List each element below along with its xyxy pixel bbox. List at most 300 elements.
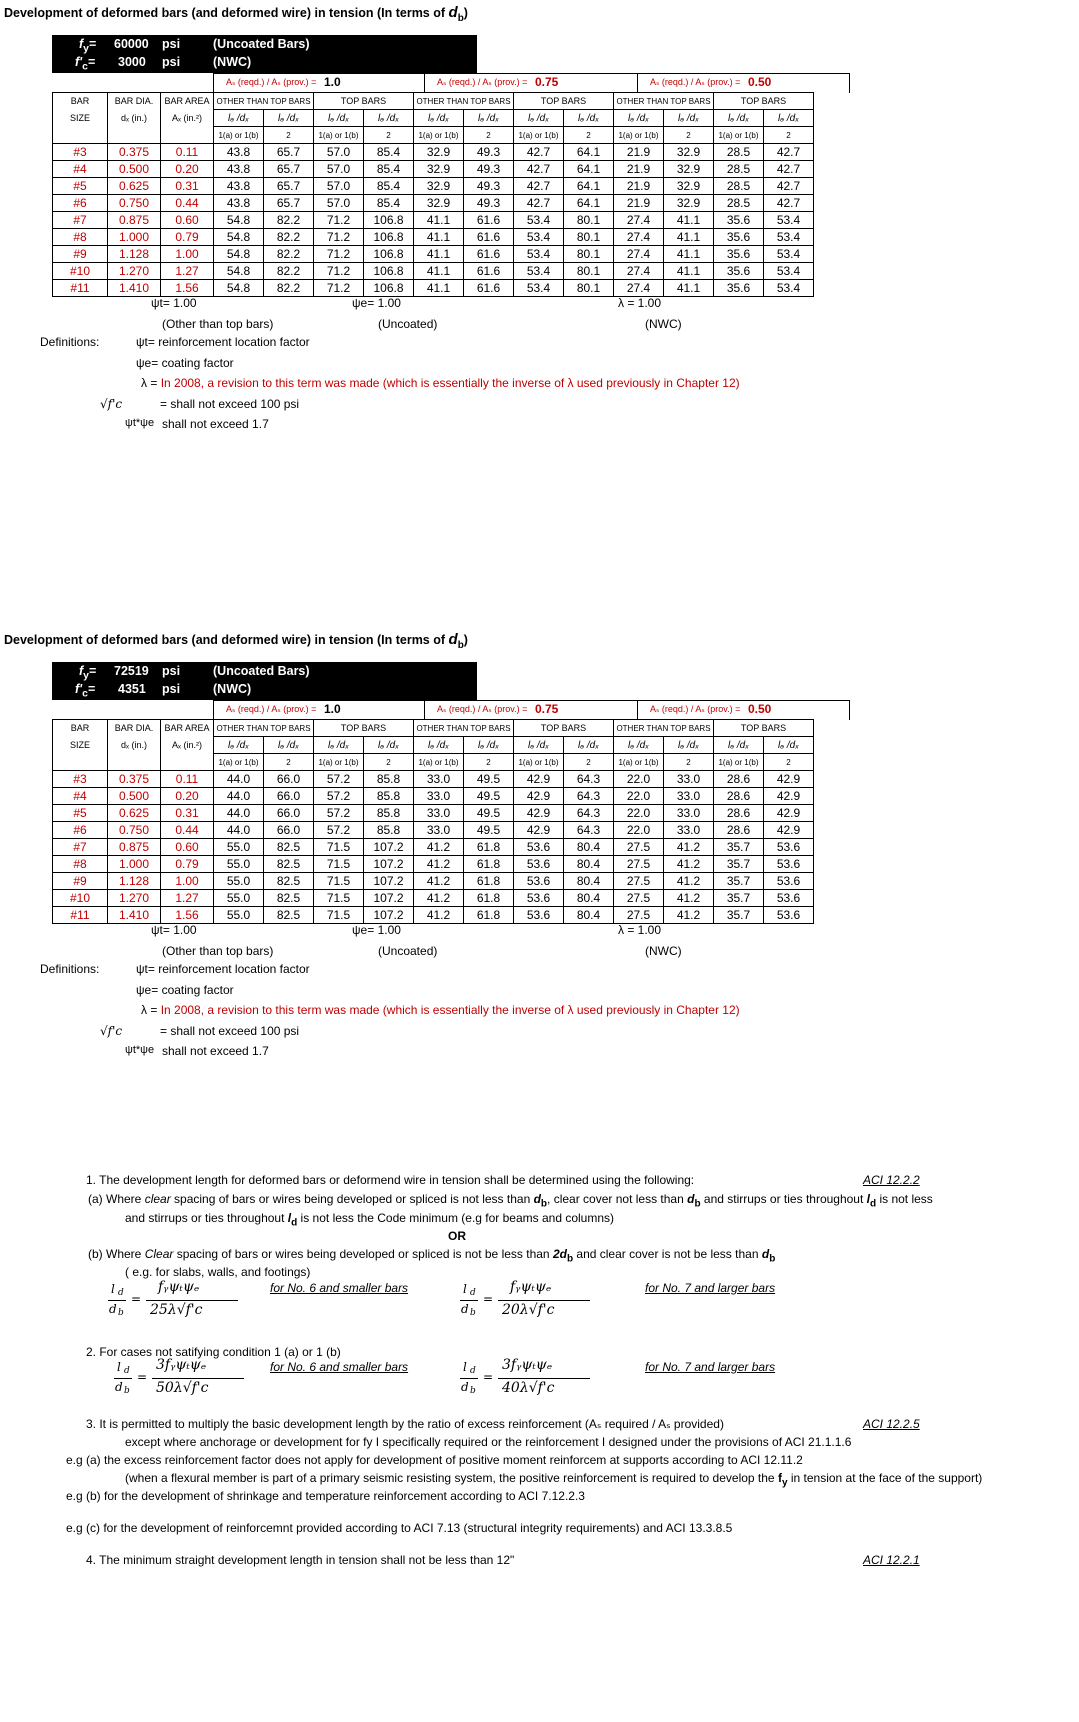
table-cell: 33.0 bbox=[414, 788, 464, 805]
ratio-header-2: Aₛ (reqd.) / Aₛ (prov.) = 0.75 bbox=[424, 73, 638, 93]
table-cell: 55.0 bbox=[214, 890, 264, 907]
note-1: 1. The development length for deformed bars or deformend wire in tension shall be determined using the following: bbox=[86, 1173, 695, 1187]
table-row bbox=[53, 246, 814, 263]
table-cell: 61.6 bbox=[464, 280, 514, 297]
table-cell: 42.7 bbox=[764, 161, 814, 178]
table-cell: 41.1 bbox=[664, 263, 714, 280]
table-cell: 57.0 bbox=[314, 178, 364, 195]
bar-size-cell: #5 bbox=[53, 805, 108, 822]
coating-label: (Uncoated Bars) bbox=[213, 37, 310, 51]
table-cell: 22.0 bbox=[614, 771, 664, 788]
table-cell: 33.0 bbox=[664, 788, 714, 805]
table-cell: 35.7 bbox=[714, 839, 764, 856]
table-cell: 0.500 bbox=[108, 788, 161, 805]
table-cell: 85.8 bbox=[364, 788, 414, 805]
table-row bbox=[53, 839, 814, 856]
note-1-ref: ACI 12.2.2 bbox=[863, 1173, 920, 1187]
table-row bbox=[53, 144, 814, 161]
table-cell: 41.2 bbox=[664, 856, 714, 873]
table-cell: 0.79 bbox=[161, 229, 214, 246]
table-cell: 49.3 bbox=[464, 144, 514, 161]
table-cell: 32.9 bbox=[664, 144, 714, 161]
table-cell: 44.0 bbox=[214, 788, 264, 805]
fc-unit: psi bbox=[162, 55, 181, 69]
table-cell: 28.6 bbox=[714, 771, 764, 788]
definitions-label: Definitions: bbox=[40, 335, 100, 349]
table-cell: 41.1 bbox=[664, 280, 714, 297]
concrete-weight-label: (NWC) bbox=[213, 682, 252, 696]
table-cell: 35.6 bbox=[714, 229, 764, 246]
table-cell: 1.128 bbox=[108, 246, 161, 263]
table-cell: 61.6 bbox=[464, 246, 514, 263]
table-cell: 41.2 bbox=[664, 873, 714, 890]
bar-size-cell: #5 bbox=[53, 178, 108, 195]
table-cell: 85.4 bbox=[364, 144, 414, 161]
table-cell: 42.9 bbox=[764, 805, 814, 822]
table-cell: 65.7 bbox=[264, 195, 314, 212]
table-cell: 27.5 bbox=[614, 839, 664, 856]
bar-size-cell: #9 bbox=[53, 246, 108, 263]
table-cell: 0.44 bbox=[161, 195, 214, 212]
table-cell: 41.1 bbox=[414, 246, 464, 263]
table-cell: 41.1 bbox=[414, 229, 464, 246]
lambda-note: (NWC) bbox=[645, 944, 682, 958]
table-cell: 43.8 bbox=[214, 161, 264, 178]
ratio-header-3: Aₛ (reqd.) / Aₛ (prov.) = 0.50 bbox=[637, 700, 850, 720]
bar-size-cell: #7 bbox=[53, 212, 108, 229]
table-cell: 53.6 bbox=[514, 856, 564, 873]
table-cell: 57.2 bbox=[314, 822, 364, 839]
definition-lambda: λ = In 2008, a revision to this term was made (which is essentially the inverse of λ used previously in Chapter 12) bbox=[141, 376, 740, 390]
table-cell: 80.4 bbox=[564, 856, 614, 873]
table-cell: 1.128 bbox=[108, 873, 161, 890]
table-cell: 61.6 bbox=[464, 263, 514, 280]
table-cell: 61.8 bbox=[464, 890, 514, 907]
table-cell: 82.2 bbox=[264, 263, 314, 280]
table-cell: 49.5 bbox=[464, 771, 514, 788]
table-cell: 65.7 bbox=[264, 178, 314, 195]
definition-psi-product: shall not exceed 1.7 bbox=[162, 1044, 269, 1058]
table-cell: 82.5 bbox=[264, 907, 314, 924]
bar-size-cell: #6 bbox=[53, 822, 108, 839]
development-length-table bbox=[52, 92, 814, 297]
table-header-row: BAR BAR DIA. BAR AREA OTHER THAN TOP BARS TOP BARS OTHER THAN TOP BARS TOP BARS OTHER THAN TOP BARS TOP BARS bbox=[53, 93, 814, 110]
table-cell: 41.2 bbox=[414, 890, 464, 907]
table-cell: 71.2 bbox=[314, 280, 364, 297]
table-cell: 0.20 bbox=[161, 788, 214, 805]
note-4: 4. The minimum straight development length in tension shall not be less than 12" bbox=[86, 1553, 515, 1567]
table-cell: 57.0 bbox=[314, 195, 364, 212]
table-row bbox=[53, 229, 814, 246]
table-cell: 85.8 bbox=[364, 805, 414, 822]
definition-psi-t: ψt= reinforcement location factor bbox=[136, 335, 310, 349]
note-ea: e.g (a) the excess reinforcement factor does not apply for development of positive moment reinforcem at supports according to ACI 12.11.2 bbox=[66, 1453, 803, 1467]
table-cell: 53.4 bbox=[514, 229, 564, 246]
table-cell: 64.3 bbox=[564, 822, 614, 839]
table-cell: 33.0 bbox=[664, 771, 714, 788]
table-cell: 80.1 bbox=[564, 280, 614, 297]
table-cell: 27.4 bbox=[614, 212, 664, 229]
parameters-block bbox=[52, 662, 477, 700]
table-cell: 42.9 bbox=[764, 822, 814, 839]
table-cell: 61.8 bbox=[464, 907, 514, 924]
table-cell: 49.5 bbox=[464, 788, 514, 805]
table-cell: 41.1 bbox=[664, 246, 714, 263]
table-cell: 42.9 bbox=[764, 788, 814, 805]
fc-label: $f'_c=$ bbox=[75, 55, 96, 73]
definition-psi-t: ψt= reinforcement location factor bbox=[136, 962, 310, 976]
table-cell: 35.7 bbox=[714, 873, 764, 890]
table-cell: 1.410 bbox=[108, 907, 161, 924]
table-cell: 0.11 bbox=[161, 771, 214, 788]
table-cell: 33.0 bbox=[664, 805, 714, 822]
table-cell: 80.1 bbox=[564, 246, 614, 263]
definition-lambda: λ = In 2008, a revision to this term was made (which is essentially the inverse of λ used previously in Chapter 12) bbox=[141, 1003, 740, 1017]
table-cell: 0.375 bbox=[108, 771, 161, 788]
fy-value: 72519 bbox=[114, 664, 149, 678]
table-row bbox=[53, 907, 814, 924]
table-cell: 0.625 bbox=[108, 805, 161, 822]
table-cell: 53.4 bbox=[514, 263, 564, 280]
lambda-note: (NWC) bbox=[645, 317, 682, 331]
table-cell: 42.9 bbox=[514, 805, 564, 822]
table-cell: 35.6 bbox=[714, 263, 764, 280]
table-cell: 27.4 bbox=[614, 263, 664, 280]
table-row bbox=[53, 178, 814, 195]
table-cell: 49.3 bbox=[464, 161, 514, 178]
formula-2: l d d b = fᵧψₜψₑ 20λ√f'c bbox=[460, 1282, 590, 1322]
table-cell: 71.2 bbox=[314, 212, 364, 229]
psi-t-note: (Other than top bars) bbox=[162, 317, 274, 331]
label-small-bars-2: for No. 6 and smaller bars bbox=[270, 1360, 409, 1374]
bar-size-cell: #7 bbox=[53, 839, 108, 856]
note-ea-line2: (when a flexural member is part of a primary seismic resisting system, the positive reinforcement is required to develop the $f_y$ in tension at the face of the support) bbox=[125, 1471, 983, 1489]
table-cell: 53.6 bbox=[764, 839, 814, 856]
table-cell: 53.6 bbox=[514, 890, 564, 907]
table-cell: 35.6 bbox=[714, 280, 764, 297]
fy-label: $f_y=$ bbox=[79, 664, 97, 682]
table-cell: 107.2 bbox=[364, 873, 414, 890]
table-cell: 61.6 bbox=[464, 212, 514, 229]
bar-size-cell: #11 bbox=[53, 907, 108, 924]
table-cell: 41.2 bbox=[664, 839, 714, 856]
table-cell: 57.2 bbox=[314, 805, 364, 822]
table-cell: 43.8 bbox=[214, 195, 264, 212]
table-cell: 44.0 bbox=[214, 805, 264, 822]
table-cell: 49.5 bbox=[464, 805, 514, 822]
table-cell: 28.6 bbox=[714, 788, 764, 805]
table-cell: 53.4 bbox=[764, 212, 814, 229]
table-cell: 53.4 bbox=[764, 229, 814, 246]
table-cell: 107.2 bbox=[364, 856, 414, 873]
table-cell: 53.6 bbox=[514, 873, 564, 890]
table-cell: 85.4 bbox=[364, 161, 414, 178]
table-row bbox=[53, 856, 814, 873]
table-cell: 1.000 bbox=[108, 229, 161, 246]
table-cell: 32.9 bbox=[664, 161, 714, 178]
table-cell: 33.0 bbox=[414, 822, 464, 839]
table-cell: 71.2 bbox=[314, 263, 364, 280]
table-cell: 27.5 bbox=[614, 907, 664, 924]
table-cell: 107.2 bbox=[364, 839, 414, 856]
table-cell: 1.56 bbox=[161, 907, 214, 924]
label-large-bars-2: for No. 7 and larger bars bbox=[645, 1360, 776, 1374]
table-cell: 61.8 bbox=[464, 856, 514, 873]
table-cell: 106.8 bbox=[364, 263, 414, 280]
note-3-ref: ACI 12.2.5 bbox=[863, 1417, 920, 1431]
bar-size-cell: #4 bbox=[53, 788, 108, 805]
table-cell: 42.7 bbox=[764, 178, 814, 195]
table-cell: 80.1 bbox=[564, 212, 614, 229]
label-large-bars-1: for No. 7 and larger bars bbox=[645, 1281, 776, 1295]
table-cell: 35.7 bbox=[714, 907, 764, 924]
table-cell: 82.5 bbox=[264, 890, 314, 907]
psi-e-value: ψe= 1.00 bbox=[352, 923, 401, 937]
table-cell: 82.5 bbox=[264, 856, 314, 873]
table-cell: 57.0 bbox=[314, 144, 364, 161]
formula-1: l d d b = fᵧψₜψₑ 25λ√f'c bbox=[108, 1282, 238, 1322]
table-cell: 53.6 bbox=[514, 839, 564, 856]
fy-unit: psi bbox=[162, 37, 181, 51]
table-cell: 61.6 bbox=[464, 229, 514, 246]
table-cell: 1.270 bbox=[108, 263, 161, 280]
ratio-header-1: Aₛ (reqd.) / Aₛ (prov.) = 1.0 bbox=[213, 73, 425, 93]
table-cell: 106.8 bbox=[364, 246, 414, 263]
table-cell: 82.2 bbox=[264, 229, 314, 246]
table-cell: 106.8 bbox=[364, 280, 414, 297]
table-cell: 21.9 bbox=[614, 195, 664, 212]
psi-e-value: ψe= 1.00 bbox=[352, 296, 401, 310]
note-1a-line2: and stirrups or ties throughout $l_d$ is not less the Code minimum (e.g for beams and columns) bbox=[125, 1211, 615, 1229]
note-1b: (b) Where Clear spacing of bars or wires being developed or spliced is not be less than $2d_b$ and clear cover is not be less than $d_b$ bbox=[88, 1247, 776, 1265]
table-cell: 1.410 bbox=[108, 280, 161, 297]
table-cell: 27.5 bbox=[614, 890, 664, 907]
table-cell: 85.4 bbox=[364, 178, 414, 195]
table-cell: 42.7 bbox=[514, 178, 564, 195]
table-cell: 57.0 bbox=[314, 161, 364, 178]
table-cell: 44.0 bbox=[214, 771, 264, 788]
table-cell: 54.8 bbox=[214, 246, 264, 263]
table-cell: 85.8 bbox=[364, 771, 414, 788]
table-cell: 33.0 bbox=[414, 771, 464, 788]
table-cell: 61.8 bbox=[464, 839, 514, 856]
table-cell: 1.27 bbox=[161, 263, 214, 280]
table-cell: 53.6 bbox=[764, 856, 814, 873]
table-cell: 53.6 bbox=[764, 890, 814, 907]
formula-4: l d d b = 3fᵧψₜψₑ 40λ√f'c bbox=[460, 1360, 590, 1400]
table-cell: 0.60 bbox=[161, 839, 214, 856]
table-cell: 80.4 bbox=[564, 873, 614, 890]
bar-size-cell: #9 bbox=[53, 873, 108, 890]
table-cell: 0.750 bbox=[108, 822, 161, 839]
table-cell: 80.4 bbox=[564, 890, 614, 907]
table-cell: 57.2 bbox=[314, 771, 364, 788]
table-cell: 71.2 bbox=[314, 229, 364, 246]
table-cell: 71.2 bbox=[314, 246, 364, 263]
table-cell: 27.4 bbox=[614, 246, 664, 263]
table-cell: 33.0 bbox=[664, 822, 714, 839]
table-cell: 53.4 bbox=[514, 280, 564, 297]
table-cell: 71.5 bbox=[314, 839, 364, 856]
table-cell: 42.7 bbox=[764, 144, 814, 161]
table-cell: 71.5 bbox=[314, 856, 364, 873]
table-cell: 35.6 bbox=[714, 212, 764, 229]
table-cell: 53.6 bbox=[764, 907, 814, 924]
table-cell: 28.5 bbox=[714, 144, 764, 161]
table-row bbox=[53, 805, 814, 822]
psi-e-note: (Uncoated) bbox=[378, 317, 438, 331]
table-cell: 82.5 bbox=[264, 873, 314, 890]
table-cell: 1.56 bbox=[161, 280, 214, 297]
table-cell: 64.1 bbox=[564, 178, 614, 195]
table-cell: 28.5 bbox=[714, 178, 764, 195]
note-1b-line2: ( e.g. for slabs, walls, and footings) bbox=[125, 1265, 311, 1279]
table-cell: 42.7 bbox=[764, 195, 814, 212]
note-ec: e.g (c) for the development of reinforcemnt provided according to ACI 7.13 (structural integrity requirements) and ACI 13.3.8.5 bbox=[66, 1521, 733, 1535]
table-cell: 43.8 bbox=[214, 178, 264, 195]
table-cell: 32.9 bbox=[664, 195, 714, 212]
table-cell: 22.0 bbox=[614, 788, 664, 805]
note-eb: e.g (b) for the development of shrinkage and temperature reinforcement according to ACI 7.12.2.3 bbox=[66, 1489, 585, 1503]
table-cell: 22.0 bbox=[614, 805, 664, 822]
table-cell: 71.5 bbox=[314, 907, 364, 924]
table-cell: 28.5 bbox=[714, 161, 764, 178]
bar-size-cell: #8 bbox=[53, 229, 108, 246]
table-cell: 43.8 bbox=[214, 144, 264, 161]
table-cell: 53.4 bbox=[514, 212, 564, 229]
table-cell: 41.2 bbox=[414, 839, 464, 856]
table-cell: 0.375 bbox=[108, 144, 161, 161]
table-cell: 42.9 bbox=[514, 822, 564, 839]
table-cell: 0.500 bbox=[108, 161, 161, 178]
table-cell: 65.7 bbox=[264, 144, 314, 161]
table-cell: 21.9 bbox=[614, 161, 664, 178]
section-title: Development of deformed bars (and deformed wire) in tension (In terms of $d_b$) bbox=[4, 4, 468, 24]
table-cell: 1.270 bbox=[108, 890, 161, 907]
table-cell: 55.0 bbox=[214, 839, 264, 856]
concrete-weight-label: (NWC) bbox=[213, 55, 252, 69]
definition-sqrt-fc: = shall not exceed 100 psi bbox=[160, 397, 300, 411]
fc-unit: psi bbox=[162, 682, 181, 696]
table-row bbox=[53, 263, 814, 280]
table-cell: 41.2 bbox=[414, 907, 464, 924]
psi-e-note: (Uncoated) bbox=[378, 944, 438, 958]
table-cell: 82.2 bbox=[264, 212, 314, 229]
table-row bbox=[53, 771, 814, 788]
note-3: 3. It is permitted to multiply the basic development length by the ratio of excess reinforcement (Aₛ required / Aₛ provided) bbox=[86, 1417, 724, 1431]
table-cell: 80.1 bbox=[564, 229, 614, 246]
note-1a: (a) Where clear spacing of bars or wires being developed or spliced is not less than $d_b$, clear cover not less than $d_b$ and stirrups or ties throughout $l_d$ is not less bbox=[88, 1192, 933, 1210]
fy-label: $f_y=$ bbox=[79, 37, 97, 55]
table-cell: 53.4 bbox=[764, 263, 814, 280]
note-4-ref: ACI 12.2.1 bbox=[863, 1553, 920, 1567]
table-cell: 53.4 bbox=[514, 246, 564, 263]
table-cell: 41.2 bbox=[414, 873, 464, 890]
table-header-row: BAR BAR DIA. BAR AREA OTHER THAN TOP BARS TOP BARS OTHER THAN TOP BARS TOP BARS OTHER THAN TOP BARS TOP BARS bbox=[53, 720, 814, 737]
table-cell: 32.9 bbox=[414, 178, 464, 195]
table-cell: 49.5 bbox=[464, 822, 514, 839]
table-cell: 22.0 bbox=[614, 822, 664, 839]
table-cell: 27.5 bbox=[614, 873, 664, 890]
table-cell: 54.8 bbox=[214, 280, 264, 297]
table-cell: 53.6 bbox=[514, 907, 564, 924]
table-cell: 0.31 bbox=[161, 178, 214, 195]
table-cell: 64.1 bbox=[564, 144, 614, 161]
table-cell: 55.0 bbox=[214, 856, 264, 873]
table-cell: 41.1 bbox=[664, 212, 714, 229]
formula-3: l d d b = 3fᵧψₜψₑ 50λ√f'c bbox=[114, 1360, 244, 1400]
table-cell: 71.5 bbox=[314, 890, 364, 907]
table-cell: 80.4 bbox=[564, 839, 614, 856]
table-row bbox=[53, 890, 814, 907]
table-cell: 42.9 bbox=[514, 771, 564, 788]
table-cell: 28.6 bbox=[714, 805, 764, 822]
note-or: OR bbox=[448, 1229, 466, 1243]
bar-size-cell: #8 bbox=[53, 856, 108, 873]
table-cell: 0.875 bbox=[108, 212, 161, 229]
development-length-table bbox=[52, 719, 814, 924]
table-row bbox=[53, 212, 814, 229]
fc-value: 3000 bbox=[118, 55, 146, 69]
table-cell: 41.2 bbox=[664, 890, 714, 907]
fc-value: 4351 bbox=[118, 682, 146, 696]
table-cell: 53.4 bbox=[764, 280, 814, 297]
table-cell: 0.11 bbox=[161, 144, 214, 161]
table-cell: 64.1 bbox=[564, 195, 614, 212]
table-cell: 66.0 bbox=[264, 788, 314, 805]
psi-t-value: ψt= 1.00 bbox=[151, 923, 197, 937]
table-cell: 0.44 bbox=[161, 822, 214, 839]
table-cell: 35.7 bbox=[714, 856, 764, 873]
table-cell: 27.4 bbox=[614, 280, 664, 297]
table-cell: 64.3 bbox=[564, 805, 614, 822]
table-cell: 41.1 bbox=[414, 280, 464, 297]
table-cell: 41.1 bbox=[414, 263, 464, 280]
table-cell: 85.4 bbox=[364, 195, 414, 212]
psi-product-symbol: ψt*ψe bbox=[125, 417, 155, 429]
table-cell: 32.9 bbox=[414, 144, 464, 161]
table-cell: 41.2 bbox=[664, 907, 714, 924]
definition-psi-product: shall not exceed 1.7 bbox=[162, 417, 269, 431]
table-cell: 64.1 bbox=[564, 161, 614, 178]
sqrt-fc-symbol: √f'c bbox=[100, 397, 123, 411]
table-cell: 33.0 bbox=[414, 805, 464, 822]
table-cell: 54.8 bbox=[214, 263, 264, 280]
lambda-value: λ = 1.00 bbox=[618, 923, 662, 937]
table-cell: 64.3 bbox=[564, 788, 614, 805]
table-cell: 1.00 bbox=[161, 246, 214, 263]
table-cell: 61.8 bbox=[464, 873, 514, 890]
table-cell: 1.27 bbox=[161, 890, 214, 907]
table-cell: 1.00 bbox=[161, 873, 214, 890]
table-cell: 32.9 bbox=[664, 178, 714, 195]
bar-size-cell: #6 bbox=[53, 195, 108, 212]
table-cell: 64.3 bbox=[564, 771, 614, 788]
psi-t-value: ψt= 1.00 bbox=[151, 296, 197, 310]
section-title: Development of deformed bars (and deformed wire) in tension (In terms of $d_b$) bbox=[4, 631, 468, 651]
table-cell: 27.5 bbox=[614, 856, 664, 873]
ratio-header-3: Aₛ (reqd.) / Aₛ (prov.) = 0.50 bbox=[637, 73, 850, 93]
table-cell: 82.5 bbox=[264, 839, 314, 856]
fc-label: $f'_c=$ bbox=[75, 682, 96, 700]
table-cell: 54.8 bbox=[214, 229, 264, 246]
table-cell: 107.2 bbox=[364, 907, 414, 924]
coating-label: (Uncoated Bars) bbox=[213, 664, 310, 678]
table-cell: 0.625 bbox=[108, 178, 161, 195]
bar-size-cell: #4 bbox=[53, 161, 108, 178]
definition-psi-e: ψe= coating factor bbox=[136, 356, 234, 370]
table-cell: 28.5 bbox=[714, 195, 764, 212]
